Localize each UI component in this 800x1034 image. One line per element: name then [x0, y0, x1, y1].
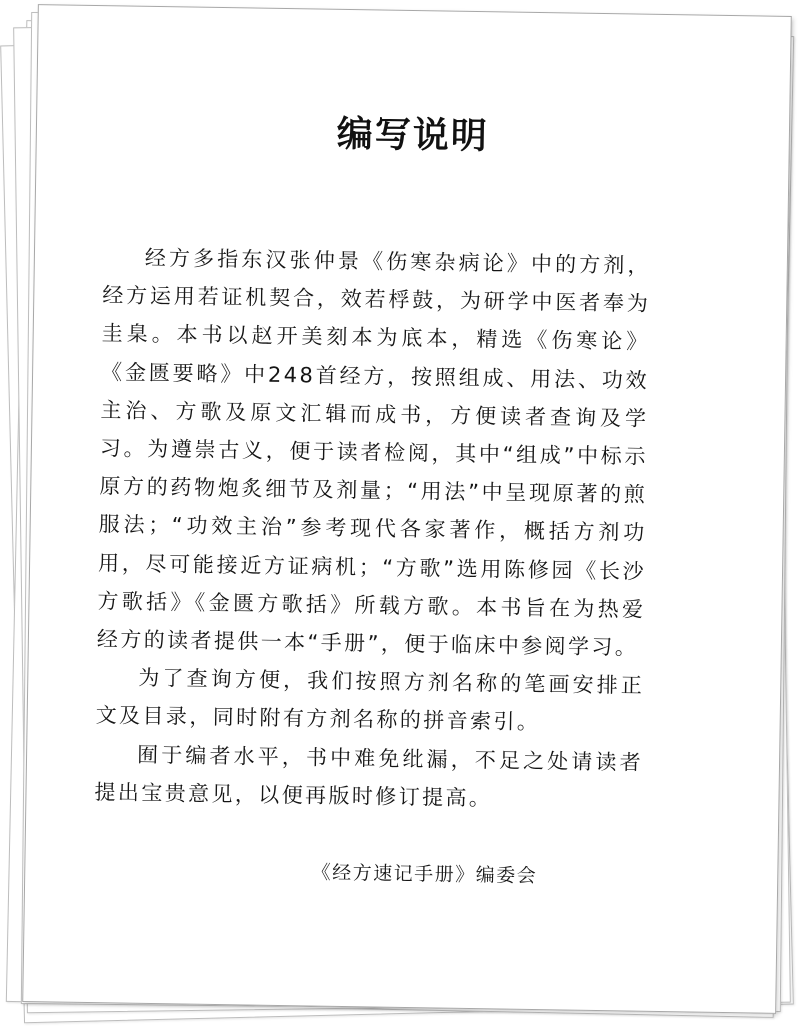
paragraph-intro: 经方多指东汉张仲景《伤寒杂病论》中的方剂，经方运用若证机契合，效若桴鼓，为研学中医者奉为圭臬。本书以赵开美刻本为底本，精选《伤寒论》《金匮要略》中248首经方，按照组成、用法、功效主治、方歌及原文汇辑而成书，方便读者查询及学习。为遵崇古义，便于读者检阅，其中“组成”中标示原方的药物炮炙细节及剂量；“用法”中呈现原著的煎服法；“功效主治”参考现代各家著作，概括方剂功用，尽可能接近方证病机；“方歌”选用陈修园《长沙方歌括》《金匮方歌括》所载方歌。本书旨在为热爱经方的读者提供一本“手册”，便于临床中参阅学习。 [96, 245, 652, 660]
paragraph-apology: 囿于编者水平，书中难免纰漏，不足之处请读者提出宝贵意见，以便再版时修订提高。 [94, 742, 644, 811]
body-text [94, 238, 651, 820]
page-title: 编写说明 [336, 112, 490, 158]
front-page [22, 4, 792, 1014]
editorial-signature: 《经方速记手册》编委会 [311, 861, 538, 888]
paragraph-arrangement: 为了查询方便，我们按照方剂名称的笔画安排正文及目录，同时附有方剂名称的拼音索引。 [95, 666, 645, 735]
